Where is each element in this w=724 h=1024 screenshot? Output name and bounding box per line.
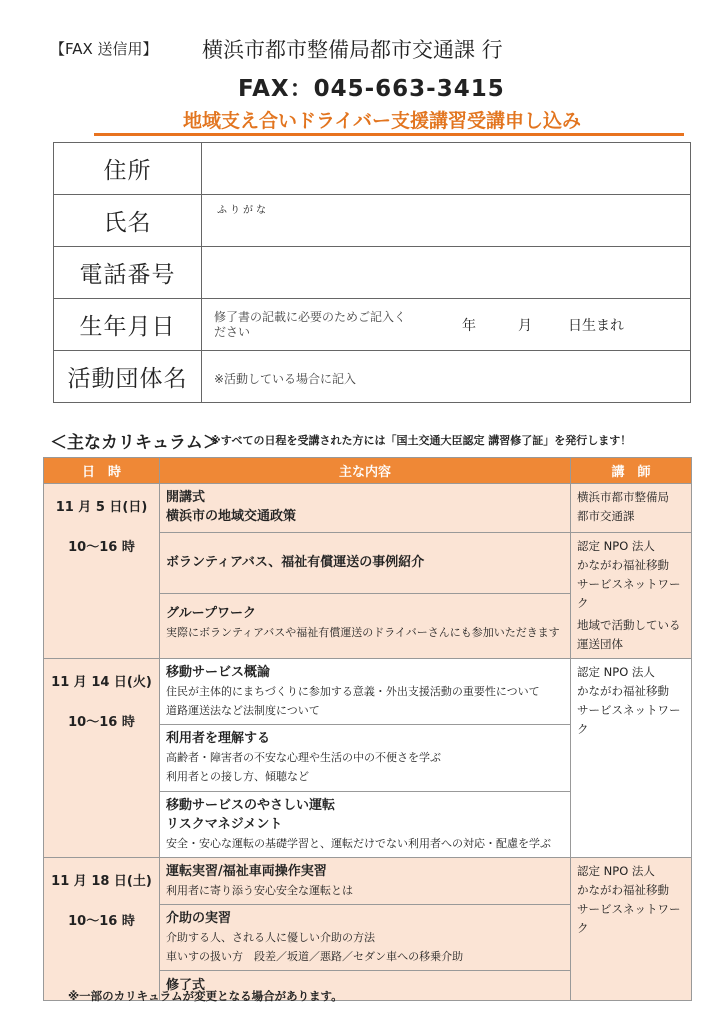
born-label: 日生まれ [568, 317, 624, 334]
day-date: 11 月 5 日(日) [55, 500, 148, 515]
curriculum-heading: ＜主なカリキュラム＞ [50, 433, 220, 453]
day-time: 10～16 時 [68, 715, 135, 730]
instructor [571, 659, 692, 858]
session [160, 659, 571, 725]
instructor-line: サービスネットワーク [577, 703, 681, 736]
header-date: 日 時 [44, 458, 160, 484]
instructor-line: 地域で活動している [577, 618, 681, 632]
instructor [571, 484, 692, 533]
session-detail: 利用者との接し方、傾聴など [166, 770, 309, 783]
day-cell [44, 858, 160, 1001]
phone-field[interactable] [202, 247, 691, 299]
instructor-line: かながわ福祉移動 [577, 883, 669, 897]
title-underline [94, 133, 684, 136]
day-date: 11 月 14 日(火) [51, 675, 152, 690]
session [160, 593, 571, 658]
session-detail: 道路運送法など法制度について [166, 704, 320, 717]
day-time: 10～16 時 [68, 914, 135, 929]
session-detail: 実際にボランティアバスや福祉有償運送のドライバーさんにも参加いただきます [166, 625, 560, 639]
form-title: 地域支え合いドライバー支援講習受講申し込み [182, 110, 582, 132]
instructor-line: 認定 NPO 法人 [577, 539, 655, 553]
instructor-line: かながわ福祉移動 [577, 558, 669, 572]
session-title: 移動サービス概論 [166, 665, 271, 680]
session-title: 開講式 [166, 490, 206, 505]
birth-note: 修了書の記載に必要のためご記入ください [214, 309, 407, 339]
day-cell [44, 484, 160, 659]
session-title: 介助の実習 [166, 911, 232, 926]
month-label: 月 [518, 317, 532, 334]
session-title: 横浜市の地域交通政策 [166, 509, 297, 524]
session [160, 905, 571, 971]
name-field[interactable] [202, 195, 691, 247]
day-time: 10～16 時 [68, 540, 135, 555]
org-field[interactable] [202, 351, 691, 403]
session [160, 533, 571, 594]
session-detail: 住民が主体的にまちづくりに参加する意義・外出支援活動の重要性について [166, 685, 540, 698]
name-label: 氏名 [54, 195, 202, 247]
instructor-line: 都市交通課 [577, 509, 635, 523]
session-title: グループワーク [166, 605, 256, 621]
instructor-line: サービスネットワーク [577, 577, 681, 610]
day-date: 11 月 18 日(土) [51, 874, 152, 889]
session-detail: 車いすの扱い方 段差／坂道／悪路／セダン車への移乗介助 [166, 950, 464, 963]
header-content: 主な内容 [160, 458, 571, 484]
session-title: 利用者を理解する [166, 731, 271, 746]
instructor-line: サービスネットワーク [577, 902, 681, 935]
day-cell [44, 659, 160, 858]
instructor [571, 533, 692, 659]
session-title: 修了式 [166, 978, 206, 993]
address-label: 住所 [54, 143, 202, 195]
session-detail: 介助する人、される人に優しい介助の方法 [166, 931, 375, 944]
session-title: 運転実習/福祉車両操作実習 [166, 864, 327, 879]
curriculum-note: ※すべての日程を受講された方には「国土交通大臣認定 講習修了証」を発行します！ [210, 434, 632, 447]
instructor [571, 858, 692, 1001]
fax-label: 【FAX 送信用】 [50, 40, 158, 58]
header-instructor: 講 師 [571, 458, 692, 484]
recipient: 横浜市都市整備局都市交通課 行 [202, 38, 503, 62]
session-title: 移動サービスのやさしい運転 [166, 798, 336, 813]
session-detail: 高齢者・障害者の不安な心理や生活の中の不便さを学ぶ [166, 751, 441, 764]
session [160, 792, 571, 858]
instructor-line: かながわ福祉移動 [577, 684, 669, 698]
session [160, 484, 571, 533]
instructor-line: 運送団体 [577, 637, 623, 651]
year-label: 年 [462, 317, 476, 334]
session [160, 725, 571, 792]
furigana-label: ふりがな [217, 205, 269, 216]
session-detail: 安全・安心な運転の基礎学習と、運転だけでない利用者への対応・配慮を学ぶ [166, 837, 551, 850]
session [160, 858, 571, 905]
curriculum-table [43, 457, 692, 1001]
session-title: ボランティアバス、福祉有償運送の事例紹介 [166, 555, 425, 571]
footnote: ※一部のカリキュラムが変更となる場合があります。 [68, 989, 343, 1003]
birth-label: 生年月日 [54, 299, 202, 351]
org-label: 活動団体名 [54, 351, 202, 403]
instructor-line: 認定 NPO 法人 [577, 864, 655, 878]
address-field[interactable] [202, 143, 691, 195]
birth-field[interactable] [202, 299, 691, 351]
fax-number: FAX：045-663-3415 [238, 76, 505, 102]
application-form [53, 142, 691, 403]
instructor-line: 横浜市都市整備局 [577, 490, 669, 504]
org-note: ※活動している場合に記入 [214, 372, 357, 386]
session-title: リスクマネジメント [166, 817, 283, 832]
session-detail: 利用者に寄り添う安心安全な運転とは [166, 884, 353, 897]
instructor-line: 認定 NPO 法人 [577, 665, 655, 679]
phone-label: 電話番号 [54, 247, 202, 299]
